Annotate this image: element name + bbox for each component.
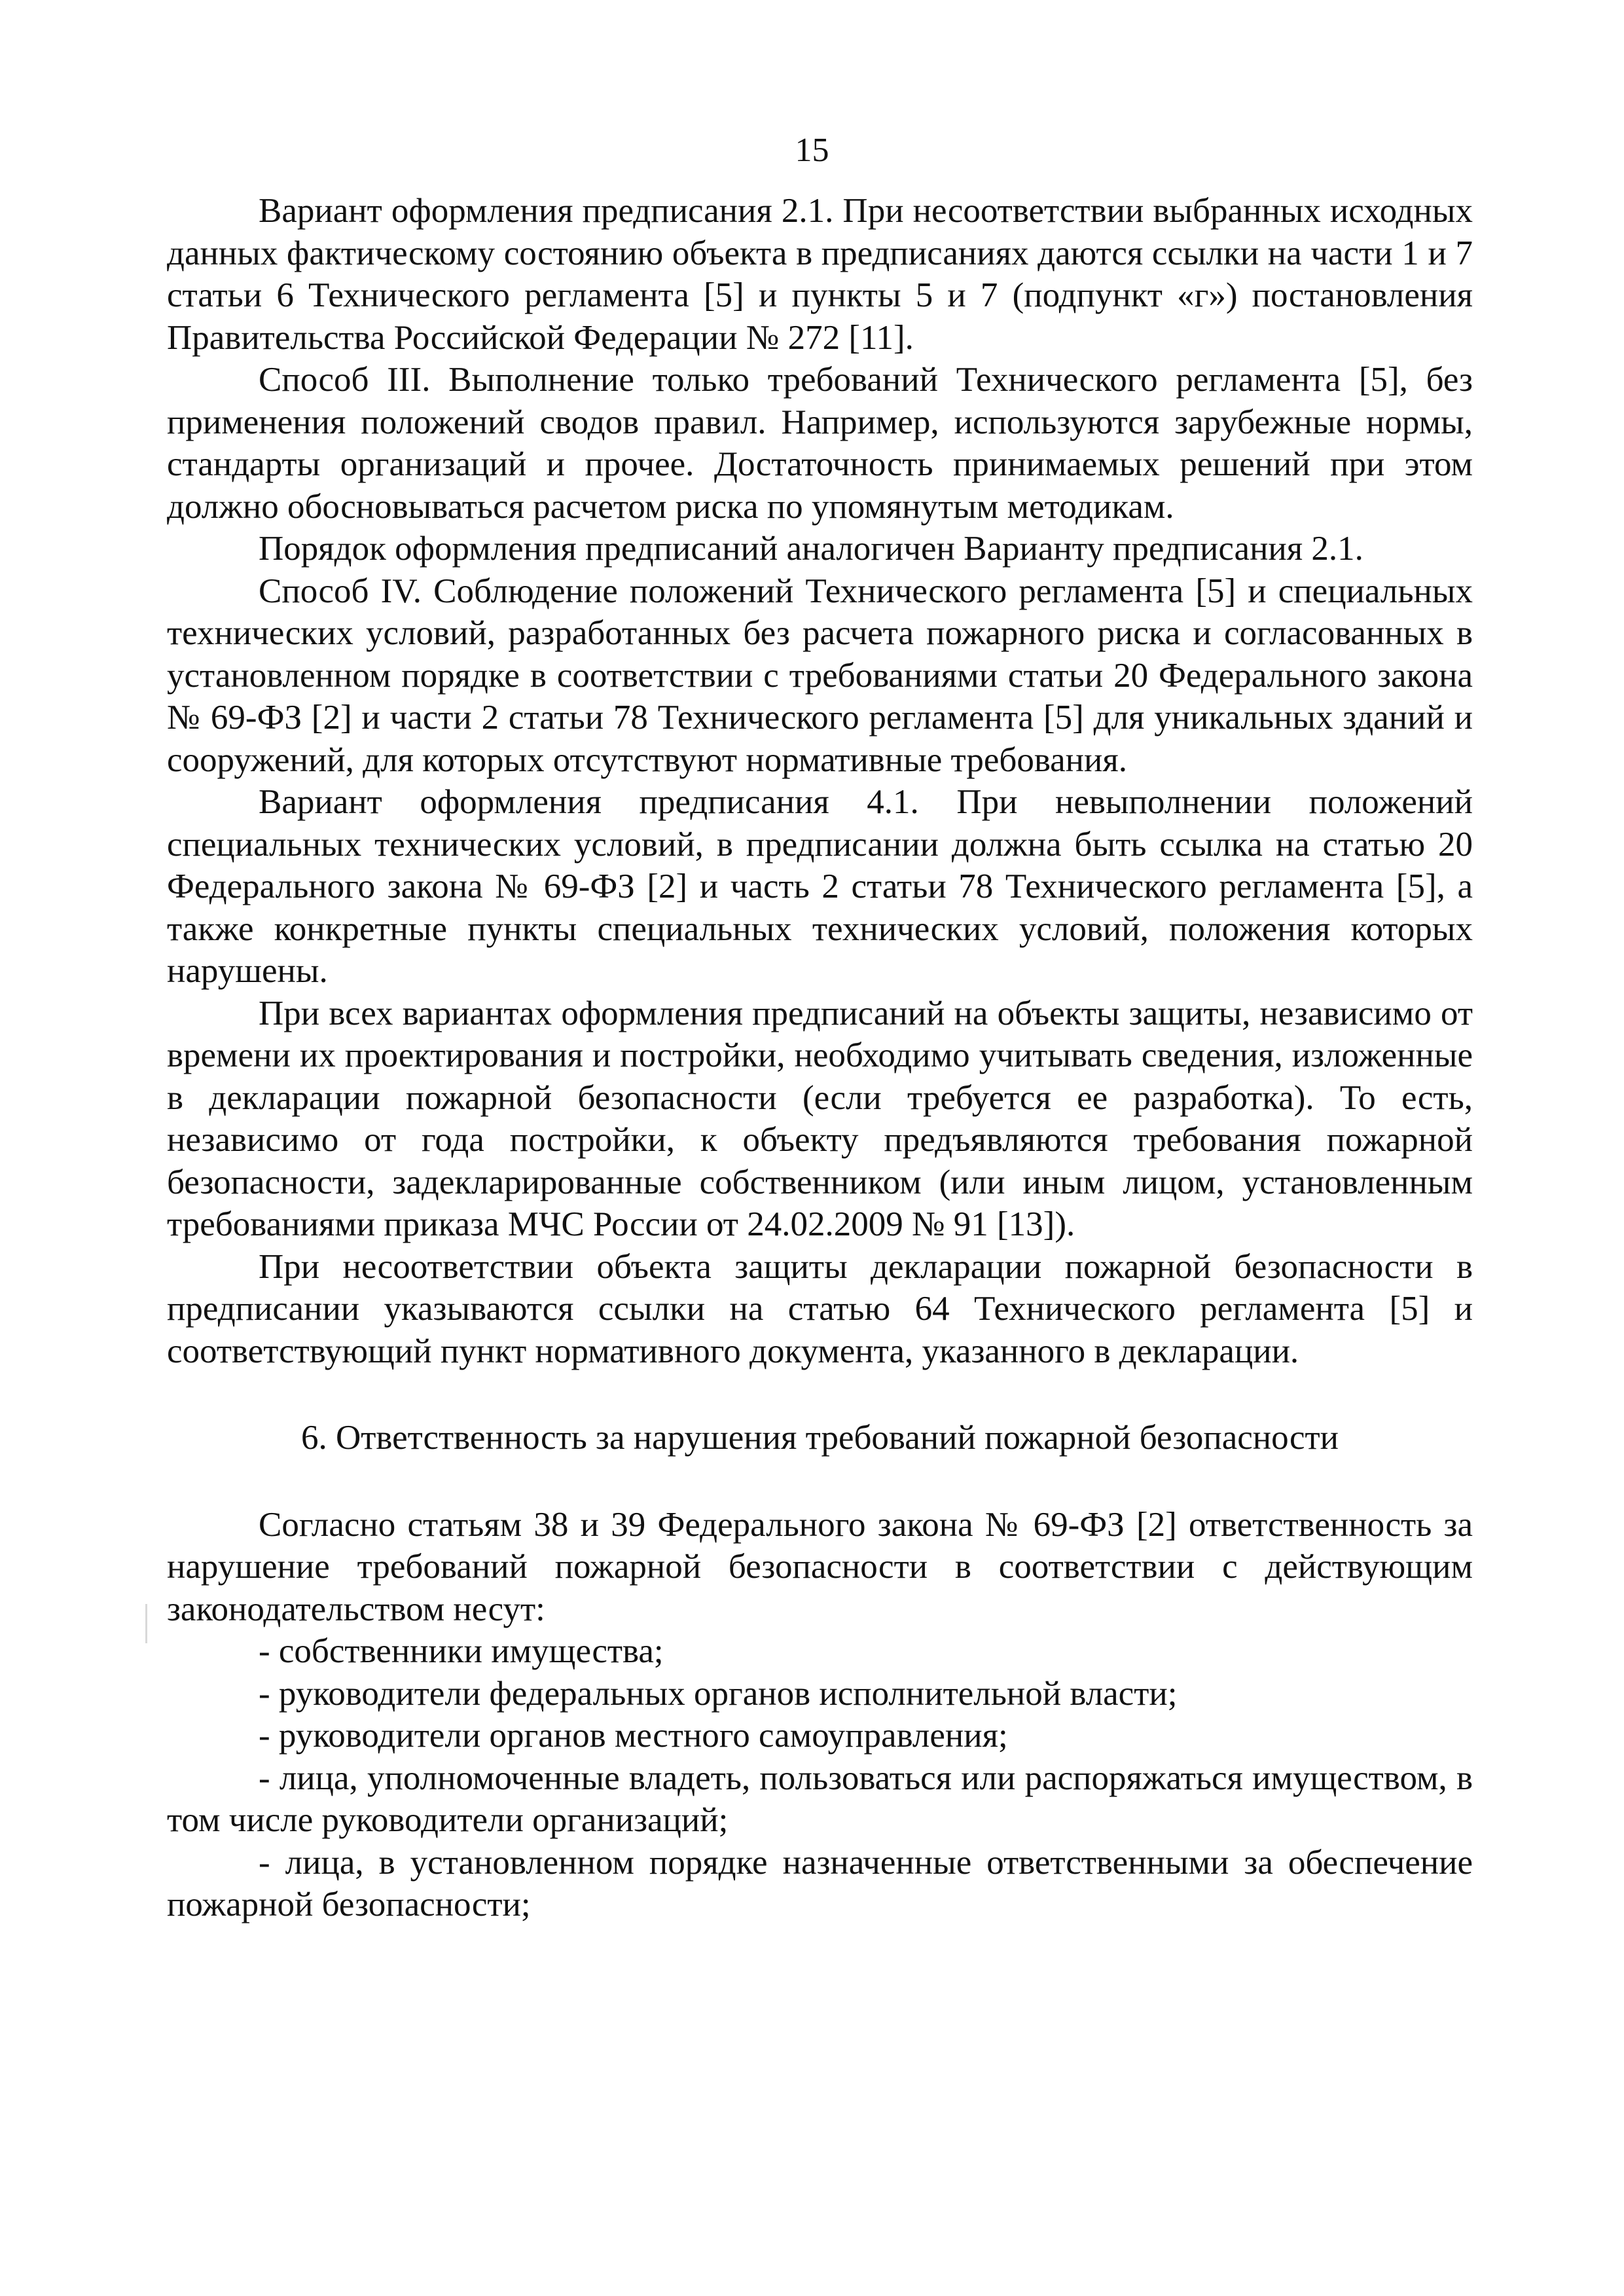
- document-body: [167, 190, 1473, 1926]
- responsible-persons-list: [167, 1630, 1473, 1926]
- paragraph-method-4: Способ IV. Соблюдение положений Технического регламента [5] и специальных технических условий, разработанных без расчета пожарного риска и согласованных в установленном порядке в соответствии с требованиями статьи 20 Федерального закона № 69-ФЗ [2] и части 2 статьи 78 Технического регламента [5] для уникальных зданий и сооружений, для которых отсутствуют нормативные требования.: [167, 572, 1473, 779]
- paragraph-method-3: Способ III. Выполнение только требований Технического регламента [5], без применения положений сводов правил. Например, используются зарубежные нормы, стандарты организаций и прочее. Достаточность принимаемых решений при этом должно обосновываться расчетом риска по упомянутым методикам.: [167, 361, 1473, 526]
- section-6-intro: Согласно статьям 38 и 39 Федерального закона № 69-ФЗ [2] ответственность за нарушение требований пожарной безопасности в соответствии с действующим законодательством несут:: [167, 1505, 1473, 1628]
- paragraph-all-variants: При всех вариантах оформления предписаний на объекты защиты, независимо от времени их проектирования и постройки, необходимо учитывать сведения, изложенные в декларации пожарной безопасности (если требуется ее разработка). То есть, независимо от года постройки, к объекту предъявляются требования пожарной безопасности, задекларированные собственником (или иным лицом, установленным требованиями приказа МЧС России от 24.02.2009 № 91 [13]).: [167, 994, 1473, 1243]
- paragraph-variant-2-1: Вариант оформления предписания 2.1. При несоответствии выбранных исходных данных фактическому состоянию объекта в предписаниях даются ссылки на части 1 и 7 статьи 6 Технического регламента [5] и пункты 5 и 7 (подпункт «г») постановления Правительства Российской Федерации № 272 [11].: [167, 192, 1473, 357]
- list-item: - лица, в установленном порядке назначенные ответственными за обеспечение пожарной безопасности;: [167, 1843, 1473, 1923]
- list-item: - руководители органов местного самоуправления;: [259, 1717, 1008, 1755]
- list-item: - собственники имущества;: [259, 1632, 664, 1670]
- list-item: - руководители федеральных органов исполнительной власти;: [259, 1674, 1178, 1713]
- page-number: 15: [795, 132, 829, 169]
- paragraph-variant-4-1: Вариант оформления предписания 4.1. При невыполнении положений специальных технических условий, в предписании должна быть ссылка на статью 20 Федерального закона № 69-ФЗ [2] и часть 2 статьи 78 Технического регламента [5], а также конкретные пункты специальных технических условий, положения которых нарушены.: [167, 783, 1473, 990]
- section-6-heading: 6. Ответственность за нарушения требований пожарной безопасности: [300, 1419, 1339, 1457]
- list-item: - лица, уполномоченные владеть, пользоваться или распоряжаться имуществом, в том числе руководители организаций;: [167, 1758, 1473, 1839]
- paragraph-procedure: Порядок оформления предписаний аналогичен Варианту предписания 2.1.: [259, 530, 1363, 568]
- paragraph-declaration-mismatch: При несоответствии объекта защиты декларации пожарной безопасности в предписании указываются ссылки на статью 64 Технического регламента [5] и соответствующий пункт нормативного документа, указанного в декларации.: [167, 1247, 1473, 1370]
- scan-margin-mark: [145, 1604, 147, 1643]
